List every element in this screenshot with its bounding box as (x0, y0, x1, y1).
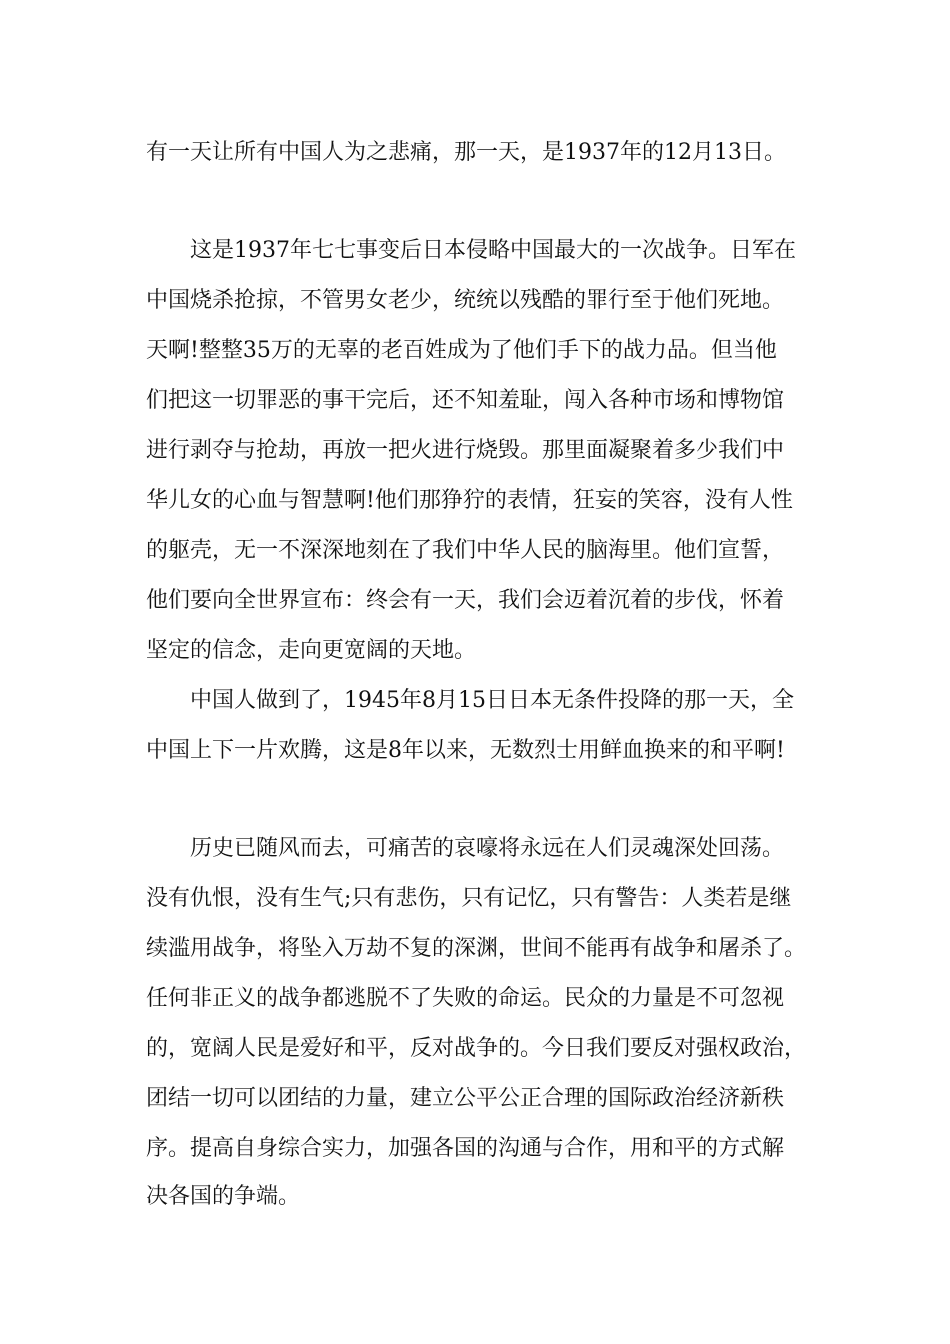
text-line: 团结一切可以团结的力量，建立公平公正合理的国际政治经济新秩 (146, 1086, 785, 1111)
paragraph-first-line: 中国人做到了，1945年8月15日日本无条件投降的那一天，全 (190, 688, 794, 713)
text-line: 他们要向全世界宣布：终会有一天，我们会迈着沉着的步伐，怀着 (146, 588, 785, 613)
text-line: 任何非正义的战争都逃脱不了失败的命运。民众的力量是不可忽视 (146, 986, 785, 1011)
paragraph-first-line: 这是1937年七七事变后日本侵略中国最大的一次战争。日军在 (190, 238, 796, 263)
text-line: 有一天让所有中国人为之悲痛，那一天，是1937年的12月13日。 (146, 140, 786, 165)
text-line: 的，宽阔人民是爱好和平，反对战争的。今日我们要反对强权政治， (146, 1036, 807, 1061)
text-line: 决各国的争端。 (146, 1184, 301, 1209)
text-line: 天啊!整整35万的无辜的老百姓成为了他们手下的战力品。但当他 (146, 338, 777, 363)
text-line: 续滥用战争，将坠入万劫不复的深渊，世间不能再有战争和屠杀了。 (146, 936, 807, 961)
text-line: 华儿女的心血与智慧啊!他们那狰狞的表情，狂妄的笑容，没有人性 (146, 488, 793, 513)
text-line: 序。提高自身综合实力，加强各国的沟通与合作，用和平的方式解 (146, 1136, 785, 1161)
text-line: 中国烧杀抢掠，不管男女老少，统统以残酷的罪行至于他们死地。 (146, 288, 785, 313)
text-line: 们把这一切罪恶的事干完后，还不知羞耻，闯入各种市场和博物馆 (146, 388, 785, 413)
text-line: 坚定的信念，走向更宽阔的天地。 (146, 638, 477, 663)
text-line: 没有仇恨，没有生气;只有悲伤，只有记忆，只有警告：人类若是继 (146, 886, 792, 911)
paragraph-first-line: 历史已随风而去，可痛苦的哀嚎将永远在人们灵魂深处回荡。 (190, 836, 785, 861)
text-line: 中国上下一片欢腾，这是8年以来，无数烈士用鲜血换来的和平啊! (146, 738, 785, 763)
text-line: 的躯壳，无一不深深地刻在了我们中华人民的脑海里。他们宣誓， (146, 538, 785, 563)
text-line: 进行剥夺与抢劫，再放一把火进行烧毁。那里面凝聚着多少我们中 (146, 438, 785, 463)
